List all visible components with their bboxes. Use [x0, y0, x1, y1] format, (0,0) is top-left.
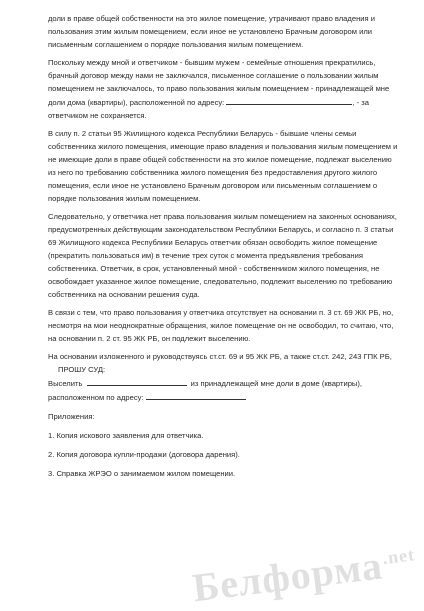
- paragraph-article-95: В силу п. 2 статьи 95 Жилищного кодекса Республики Беларусь - бывшие члены семьи собственника жилого помещения, имеющие право владения и пользования жилым помещением и не имеющие доли в праве общей собственности на это жилое помещение, подлежат выселению из него по требованию собственника жилого помещения без предоставления другого жилого помещения, если иное не установлено Брачным договором или письменным соглашением о порядке пользования жилым помещением.: [48, 129, 398, 203]
- attachments-title: Приложения:: [48, 412, 95, 421]
- paragraph-evict: [48, 376, 400, 390]
- attachment-item: 1. Копия искового заявления для ответчика.: [48, 431, 204, 440]
- paragraph-no-right: В связи с тем, что право пользования у ответчика отсутствует на основании п. 3 ст. 69 ЖК РБ, но, несмотря на мои неоднократные обращения, жилое помещение он не освободил, то считаю, что, на основании п. 2 ст. 95 ЖК РБ, он подлежит выселению.: [48, 308, 394, 343]
- family-relations-text: Поскольку между мной и ответчиком - бывшим мужем - семейные отношения прекратились, брачный договор между нами не заключался, письменное соглашение о пользовании жилым помещением не заключалось, то право пользования жилым помещением - принадлежащей мне доли дома (квартиры), расположенной по адресу:: [48, 58, 390, 107]
- defendant-name-blank[interactable]: [87, 376, 187, 386]
- attachment-item: 2. Копия договора купли-продажи (договора дарения).: [48, 450, 240, 459]
- paragraph-family-relations: [48, 56, 400, 122]
- paragraph-address: [48, 390, 400, 404]
- prosu-sud-heading: ПРОШУ СУД:: [58, 365, 106, 374]
- watermark-main: Белформа: [189, 542, 385, 611]
- watermark-tld: .net: [380, 544, 416, 569]
- family-relations-tail: , - за ответчиком не сохраняется.: [48, 98, 369, 120]
- evict-label: Выселить: [48, 379, 83, 388]
- attachments-section: [48, 410, 400, 480]
- attachment-item: 3. Справка ЖРЭО о занимаемом жилом помещении.: [48, 469, 236, 478]
- paragraph-grounds: На основании изложенного и руководствуясь ст.ст. 69 и 95 ЖК РБ, а также ст.ст. 242, 243 ГПК РБ,: [48, 352, 392, 361]
- paragraph-consequently: Следовательно, у ответчика нет права пользования жилым помещением на законных основаниях, предусмотренных действующим законодательством Республики Беларусь, и согласно п. 3 статьи 69 Жилищного кодекса Республики Беларусь ответчик обязан освободить жилое помещение (прекратить пользоваться им) в течение трех суток с момента предъявления требования собственника. Ответчик, в срок, установленный мной - собственником жилого помещения, не освобождает указанное жилое помещение, следовательно, подлежит выселению по требованию собственника на основании решения суда.: [48, 212, 397, 299]
- paragraph-ownership-share: доли в праве общей собственности на это жилое помещение, утрачивают право владения и пользования этим жилым помещением, если иное не установлено Брачным договором или письменным соглашением о порядке пользования жилым помещением.: [48, 14, 375, 49]
- address-blank-1[interactable]: [226, 95, 352, 105]
- document-body: [48, 12, 400, 486]
- address-label: расположенном по адресу:: [48, 393, 144, 402]
- evict-tail: из принадлежащей мне доли в доме (квартиры),: [190, 379, 363, 388]
- address-blank-2[interactable]: [146, 390, 246, 400]
